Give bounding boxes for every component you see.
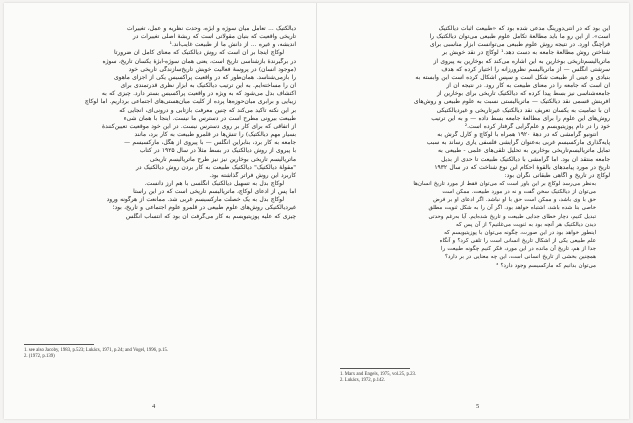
text-line: خاصی بنا شده باشد، اشتباه خواهد بود. اگر آن را به شکل ثنویت مطلق [428, 205, 596, 212]
text-line: آن است که جامعه را در معنای طبیعت به کار رود. در نتیجه آن از [446, 83, 610, 90]
text-line: است». از این رو ما باید مطالعهٔ تکامل علوم طبیعی می‌توان دیالکتیک را [429, 34, 610, 41]
text-line: جامعه‌شناسی نیز بسط پیدا کرده که دیالکتیک تاریخی برای بوخارین از [437, 91, 610, 98]
text-line: بنیادی و عینی از طبیعت شکل است و سپس اشکال کرده است این وابسته به [415, 74, 610, 81]
text-line: جامعه منتقد آن بود. اما گرامشی با دیالکتیک طبیعت تا حدی از بدیل [441, 156, 610, 163]
text-line: از اتفاقی که برای کار بر روی دسترس نیست. در این خود موقعیت تعیین‌کنندهٔ [102, 123, 296, 130]
text-line: آن با تمامیت به یکسان تعریف نقد دیالکتیک غیرتاریخی و غیردیالکتیکی [436, 107, 610, 114]
text-line: اندیشه، و غیره ... از دانش ما از طبیعت غایب‌اند.¹ [169, 42, 296, 49]
text-line: جدا از هم، تاریخ آن مانده در این مورد، فکر کنیم چگونه طبیعت را [440, 246, 596, 253]
page-number: 5 [476, 403, 480, 410]
text-line: دیالکتیک ... تعامل میان سوژه و ابژه، وحدت نظریه و عمل، تغییرات [126, 26, 296, 32]
left-page-body [24, 25, 296, 221]
text-line: زیبایی و برابری میان‌حوزه‌ها پرده از کلیت میان‌هستی‌های اجتماعی برداریم. اما لوکاچ [84, 99, 296, 106]
text-line: طبیعت بیرونی مطرح است در دسترس ما نیست. اینجا با همان شی‌ء [123, 115, 296, 122]
text-line: ماتریالیسم‌تاریخی بوخارین به این اشاره می‌کند که بوخارین به پیروی از [433, 58, 610, 65]
text-line: آنتونیو گرامشی که در دههٔ ۱۹۲۰ همراه با لوکاچ و کارل گرش به [437, 132, 598, 139]
text-line: در برگیرندهٔ بازشناسی تاریخ است، یعنی همان سوژه-ابژهٔ یکسان تاریخ، سوژه [102, 58, 296, 65]
page-number: 4 [152, 403, 156, 410]
footnote: 1. Marx and Engels, 1975, vol.25, p.23. [340, 372, 417, 377]
left-page [24, 25, 296, 417]
text-line: تاریخی واقعیت که بنیان مقولاتی است که ریشهٔ اصلی تغییرات در [132, 34, 296, 41]
text-line: سرشتی انگلس — از ماتریالیسم نظرورزانه را اختیار کرده که هدف [441, 66, 610, 73]
left-footnotes [24, 348, 296, 360]
footnote: 1. see also Jacoby, 1983, p.523; Lukács, 1971, p.24; and Vogel, 1996, p.15. [24, 348, 169, 353]
text-line: لوکاچ در تاریخ و آگاهی طبقاتی نگران بود: [504, 172, 610, 179]
footnote: 2. Lukács, 1972, p.142. [340, 378, 386, 383]
text-line: ماتریالیسم تاریخی بوخارین نیز نیز طرح ماتریالیسم تاریخی [149, 156, 296, 163]
text-line: بر این نکته تأکید می‌کند که چنین معرفت بازتابی و درونی‌ای، آنجایی که [119, 107, 296, 114]
text-line: همچنین بخشی از تاریخ انسانی است، این چه معنایی در بر دارد؟ [445, 254, 596, 261]
text-line: با پیروی از روش دیالکتیک در بسط مثلاً در سال ۱۹۲۵ در کتاب [139, 148, 296, 155]
footnote: 2. (1972, p.139) [24, 354, 55, 359]
footnote-divider [24, 344, 94, 345]
text-line: کاربرد این روش فراتر گذاشته بود. [209, 172, 296, 179]
text-line: خود را در دام پوزیتیویسم و علم‌گرایی گرفتار کرده است.² [464, 123, 610, 130]
text-line: می‌توان از دیالکتیک سخن گفت و نه در مورد طبیعت. ممکن است [442, 189, 596, 196]
text-line: بسیار مهم دیالکتیک) را تنش‌ها در قلمرو طبیعت به کار برد، مانند [134, 132, 296, 139]
text-line: حق با وی باشد، و ممکن است حق با او نباشد. اگر ادعای او بر فرض [433, 197, 596, 204]
text-line: شناختن روش مطالعهٔ جامعه به دست دهد.¹ لوکاچ در نقد خویش بر [442, 50, 610, 57]
text-line: "مقولهٔ دیالکتیک" دیالکتیک طبیعت به کار بردن روش دیالکتیک در [136, 164, 296, 171]
text-line: روش‌های این علوم را برای مطالعهٔ جامعه بسط داده — و به این ترتیب [431, 115, 610, 122]
text-line: فراچنگ آورد. در نتیجه روش علوم طبیعی می‌توانست ابزار مناسبی برای [429, 42, 610, 49]
text-line: اکتشاف بدل می‌شود که به ویژه در واقعیت پراکسیس بستر دارد. چیزی که به [101, 91, 296, 98]
text-line: تاریخ در مورد پیامدهای بالقوهٔ احکام این نوع شناخت که در سال ۱۹۳۲ [434, 164, 610, 171]
page-gutter [316, 3, 317, 419]
text-line: را بازمی‌شناسد. همان‌طور که در واقعیت پراکسیس یکی از اجزای ماهوی [114, 74, 296, 81]
text-line: لوکاچ بدل به تسهیل دیالکتیک انگلسی با هم ارز دانست. [144, 180, 284, 187]
text-line: تمایل ماتریالیسم‌تاریخی بوخارین به تحلیل تلقی‌های علمی - طبیعی به [437, 148, 610, 155]
text-line: لوکاچ بدل به یک خصلت مارکسیسم غربی شد. ممانعت از هرگونه ورود [106, 197, 284, 204]
right-footnotes [340, 372, 610, 384]
right-page [340, 25, 610, 417]
text-line: چیزی که علیه پوزیتیویسم به کار می‌گرفت آن بود که انتساب انگلس [125, 213, 296, 220]
text-line: اینطور خواهد بود در این صورت، چگونه می‌توان با پوزیتیویسم که [444, 229, 596, 236]
text-line: اما پس از ادعای لوکاچ، ماتریالیسم تاریخی است که در این راستا [133, 189, 296, 196]
text-line: آن را مساخته‌ایم. به این ترتیب دیالکتیک به ابزار نظری قدرتمندی برای [120, 83, 296, 90]
text-line: علم طبیعی یکی از اشکال تاریخ انسانی است را تلقی کرد؟ و آنگاه [439, 238, 596, 245]
text-line: پایه‌گذاری مارکسیسم غربی به‌عنوان گرایشی فلسفی یاری رساند به سبب [426, 140, 610, 147]
text-line: به‌نظر می‌رسد لوکاچ بر این باور است که می‌توان فقط از مورد تاریخ انسان‌ها [413, 180, 596, 187]
text-line: این بود که در آنتی‌دورینگ مدعی شده بود که «طبیعت اثبات دیالکتیک [438, 26, 610, 32]
book-spread [4, 3, 629, 419]
text-line: غیردیالکتیکی روش‌های علوم طبیعی در قلمرو علوم اجتماعی و تاریخ، بود؛ [112, 205, 296, 212]
text-line: جامعه به کار برد، بنابراین انگلس — با پیروی از هگل، مارکسیسم — [124, 140, 296, 147]
text-line: (موجود انسان) در پروسهٔ فعالیت خویش تاریخ‌سازندگی تاریخی خود [128, 66, 296, 73]
text-line: دیدن دیالکتیک هر آنچه بود به ثنویت می‌غلتیم؟ از آن پس که [456, 221, 596, 228]
right-page-body [340, 25, 610, 270]
text-line: لوکاچ اینجا بر آن است که روش دیالکتیک که معنای کامل آن ضرورتاً [113, 50, 284, 57]
text-line: تبدیل کنیم، دچار خطای جدایی طبیعت و تاریخ شده‌ایم. آیا به‌رغم وحدتی [428, 213, 596, 220]
footnote-divider [340, 368, 410, 369]
text-line: آفرینش قسمی نقد دیالکتیک — ماتریالیستی نسبت به علوم طبیعی و روش‌های [413, 99, 610, 106]
text-line: می‌توان بدانیم که مارکسیسم وجود دارد؟ ³ [496, 262, 596, 269]
